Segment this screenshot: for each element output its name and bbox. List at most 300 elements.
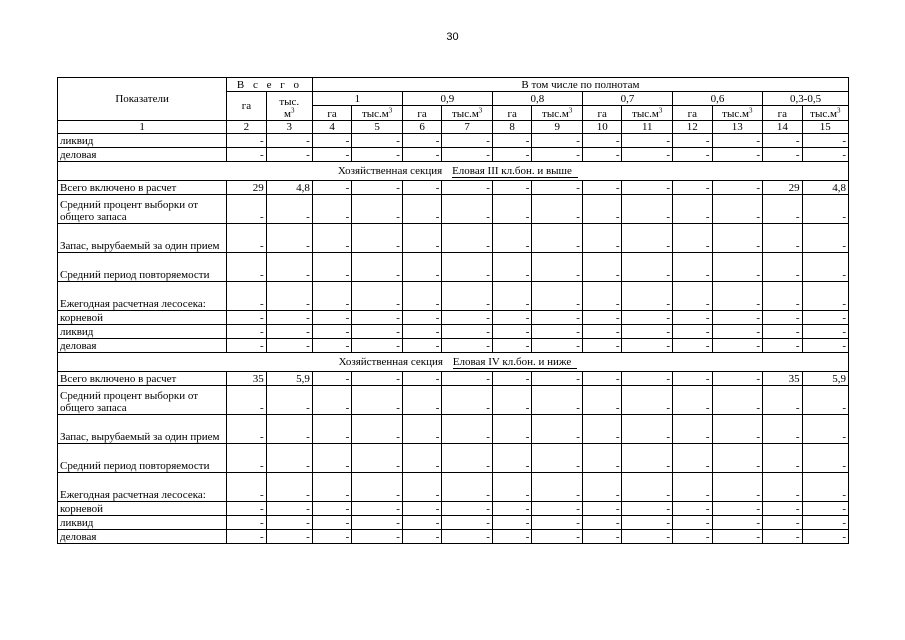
table-cell: - (227, 444, 267, 473)
table-row (58, 516, 849, 530)
row-label: Всего включено в расчет (58, 372, 227, 386)
table-cell: - (352, 386, 403, 415)
table-cell: - (312, 181, 352, 195)
table-cell: - (712, 339, 763, 353)
table-cell: - (492, 502, 532, 516)
table-cell: - (622, 224, 673, 253)
table-cell: - (492, 325, 532, 339)
table-cell: - (582, 195, 622, 224)
table-cell: - (763, 134, 803, 148)
table-cell: - (442, 148, 493, 162)
table-cell: - (402, 444, 442, 473)
header-density: 0,6 (673, 92, 763, 106)
header-total-ha: га (227, 92, 267, 121)
table-cell: - (532, 148, 583, 162)
table-cell: - (673, 311, 713, 325)
table-cell: 29 (763, 181, 803, 195)
table-cell: - (802, 311, 848, 325)
section-header (58, 162, 849, 181)
table-cell: - (266, 148, 312, 162)
table-cell: - (582, 473, 622, 502)
row-label: Ежегодная расчетная лесосека: (58, 282, 227, 311)
table-cell: - (802, 224, 848, 253)
table-cell: 4,8 (266, 181, 312, 195)
table-cell: - (532, 282, 583, 311)
table-cell: - (266, 530, 312, 544)
table-cell: - (402, 282, 442, 311)
table-cell: - (622, 311, 673, 325)
table-cell: - (712, 195, 763, 224)
table-cell: - (402, 181, 442, 195)
table-cell: - (402, 386, 442, 415)
table-cell: - (622, 181, 673, 195)
table-cell: - (673, 195, 713, 224)
table-cell: - (492, 195, 532, 224)
table-cell: - (622, 415, 673, 444)
row-label: корневой (58, 502, 227, 516)
row-label: корневой (58, 311, 227, 325)
table-cell: - (622, 253, 673, 282)
table-cell: - (227, 253, 267, 282)
table-cell: - (532, 516, 583, 530)
table-cell: - (492, 386, 532, 415)
table-cell: - (712, 530, 763, 544)
table-cell: - (532, 325, 583, 339)
table-cell: - (532, 386, 583, 415)
table-cell: - (266, 444, 312, 473)
row-label: ликвид (58, 516, 227, 530)
table-cell: - (312, 444, 352, 473)
table-cell: - (352, 181, 403, 195)
row-label: ликвид (58, 134, 227, 148)
table-cell: - (227, 502, 267, 516)
table-cell: - (582, 444, 622, 473)
table-cell: - (532, 224, 583, 253)
header-unit-ha: га (763, 106, 803, 121)
table-cell: - (266, 282, 312, 311)
table-cell: - (673, 415, 713, 444)
table-cell: - (763, 339, 803, 353)
table-cell: - (312, 372, 352, 386)
table-cell: - (442, 530, 493, 544)
table-cell: - (492, 516, 532, 530)
table-cell: - (492, 415, 532, 444)
page-number: 30 (446, 31, 459, 43)
table-cell: - (622, 502, 673, 516)
table-cell: - (312, 339, 352, 353)
table-cell: - (712, 253, 763, 282)
table-cell: - (763, 224, 803, 253)
table-cell: - (532, 339, 583, 353)
table-row (58, 181, 849, 195)
row-label: ликвид (58, 325, 227, 339)
table-cell: - (712, 325, 763, 339)
table-cell: - (492, 148, 532, 162)
table-cell: - (312, 195, 352, 224)
row-label: деловая (58, 148, 227, 162)
table-cell: - (352, 444, 403, 473)
table-cell: - (442, 502, 493, 516)
table-cell: - (402, 325, 442, 339)
table-cell: - (532, 415, 583, 444)
table-cell: - (312, 134, 352, 148)
table-cell: 29 (227, 181, 267, 195)
table-cell: - (763, 148, 803, 162)
table-cell: - (673, 502, 713, 516)
table-row (58, 282, 849, 311)
table-cell: - (227, 473, 267, 502)
header-unit-ha: га (582, 106, 622, 121)
table-cell: - (492, 444, 532, 473)
table-cell: - (673, 134, 713, 148)
table-cell: - (763, 502, 803, 516)
table-cell: - (312, 282, 352, 311)
table-cell: 5,9 (802, 372, 848, 386)
column-number: 12 (673, 121, 713, 134)
column-number: 5 (352, 121, 403, 134)
table-cell: - (712, 148, 763, 162)
table-cell: - (402, 148, 442, 162)
table-row (58, 502, 849, 516)
table-cell: - (802, 134, 848, 148)
table-cell: - (622, 134, 673, 148)
header-indicators: Показатели (58, 78, 227, 121)
table-cell: - (402, 195, 442, 224)
row-label: Ежегодная расчетная лесосека: (58, 473, 227, 502)
table-cell: - (712, 282, 763, 311)
table-cell: - (763, 415, 803, 444)
table-cell: - (582, 502, 622, 516)
table-cell: - (622, 325, 673, 339)
table-cell: - (266, 339, 312, 353)
header-unit-volume: $тыс.м^3$ (442, 106, 493, 121)
table-cell: - (312, 415, 352, 444)
table-cell: - (402, 473, 442, 502)
table-cell: - (442, 195, 493, 224)
table-cell: - (352, 530, 403, 544)
table-cell: - (763, 516, 803, 530)
table-cell: - (402, 415, 442, 444)
table-cell: - (763, 386, 803, 415)
column-number: 9 (532, 121, 583, 134)
header-total: В с е г о (227, 78, 313, 92)
row-label: Средний процент выборки от общего запаса (58, 195, 227, 224)
column-number: 4 (312, 121, 352, 134)
table-cell: - (312, 325, 352, 339)
table-cell: - (227, 530, 267, 544)
table-cell: - (442, 253, 493, 282)
column-number: 15 (802, 121, 848, 134)
table-cell: - (492, 253, 532, 282)
table-cell: - (582, 282, 622, 311)
column-number: 14 (763, 121, 803, 134)
header-unit-ha: га (312, 106, 352, 121)
table-cell: - (532, 181, 583, 195)
table-cell: - (492, 473, 532, 502)
table-cell: - (763, 473, 803, 502)
table-cell: - (712, 473, 763, 502)
table-cell: - (492, 224, 532, 253)
table-cell: - (352, 415, 403, 444)
table-cell: - (442, 516, 493, 530)
table-cell: - (352, 473, 403, 502)
table-cell: - (532, 253, 583, 282)
table-cell: - (352, 339, 403, 353)
table-cell: - (673, 325, 713, 339)
table-cell: - (712, 181, 763, 195)
table-cell: - (622, 386, 673, 415)
table-cell: - (442, 444, 493, 473)
table-cell: - (402, 224, 442, 253)
header-density: 0,9 (402, 92, 492, 106)
column-number: 11 (622, 121, 673, 134)
table-cell: - (442, 415, 493, 444)
table-row (58, 339, 849, 353)
table-cell: - (763, 325, 803, 339)
table-cell: - (352, 282, 403, 311)
header-density: 0,7 (582, 92, 672, 106)
table-cell: - (312, 473, 352, 502)
table-cell: - (532, 473, 583, 502)
header-density: 0,3-0,5 (763, 92, 849, 106)
section-header (58, 353, 849, 372)
table-cell: - (582, 253, 622, 282)
column-number: 6 (402, 121, 442, 134)
table-cell: - (266, 195, 312, 224)
header-unit-ha: га (492, 106, 532, 121)
table-cell: - (312, 224, 352, 253)
table-cell: - (622, 372, 673, 386)
table-row (58, 311, 849, 325)
section-value: Еловая IV кл.бон. и ниже (453, 356, 577, 369)
table-cell: - (582, 311, 622, 325)
header-unit-ha: га (673, 106, 713, 121)
table-cell: - (227, 311, 267, 325)
header-unit-volume: $тыс.м^3$ (352, 106, 403, 121)
table-cell: - (442, 181, 493, 195)
table-cell: 4,8 (802, 181, 848, 195)
table-cell: - (442, 473, 493, 502)
column-number: 2 (227, 121, 267, 134)
table-cell: - (532, 444, 583, 473)
table-cell: - (442, 224, 493, 253)
table-cell: - (227, 224, 267, 253)
table-cell: - (266, 224, 312, 253)
row-label: Средний процент выборки от общего запаса (58, 386, 227, 415)
row-label: Средний период повторяемости (58, 253, 227, 282)
table-cell: - (442, 134, 493, 148)
header-total-volume: тыс. $м^3$ (266, 92, 312, 121)
table-cell: - (763, 311, 803, 325)
table-cell: - (402, 372, 442, 386)
table-cell: - (312, 148, 352, 162)
table-row (58, 195, 849, 224)
table-cell: - (442, 282, 493, 311)
table-cell: - (673, 372, 713, 386)
table-cell: - (763, 253, 803, 282)
table-row (58, 325, 849, 339)
table-cell: - (802, 386, 848, 415)
table-cell: - (492, 181, 532, 195)
table-cell: - (802, 516, 848, 530)
table-cell: - (763, 530, 803, 544)
table-cell: - (673, 224, 713, 253)
table-cell: - (582, 372, 622, 386)
table-cell: - (266, 415, 312, 444)
table-cell: - (352, 372, 403, 386)
section-header-row (58, 353, 849, 372)
table-row (58, 372, 849, 386)
row-label: Средний период повторяемости (58, 444, 227, 473)
table-row (58, 253, 849, 282)
table-cell: - (352, 325, 403, 339)
table-cell: - (492, 134, 532, 148)
table-cell: - (802, 502, 848, 516)
table-cell: - (622, 148, 673, 162)
table-cell: - (673, 282, 713, 311)
table-row (58, 224, 849, 253)
table-cell: - (227, 195, 267, 224)
table-cell: - (266, 134, 312, 148)
header-unit-ha: га (402, 106, 442, 121)
table-cell: - (532, 530, 583, 544)
table-cell: - (622, 195, 673, 224)
table-cell: - (492, 339, 532, 353)
table-cell: - (532, 502, 583, 516)
table-cell: - (352, 148, 403, 162)
table-cell: - (227, 282, 267, 311)
table-cell: - (492, 530, 532, 544)
table-cell: - (712, 415, 763, 444)
table-cell: - (492, 311, 532, 325)
header-density: 0,8 (492, 92, 582, 106)
table-cell: - (802, 195, 848, 224)
table-cell: - (712, 372, 763, 386)
table-cell: - (802, 253, 848, 282)
table-cell: - (266, 253, 312, 282)
column-number: 3 (266, 121, 312, 134)
table-cell: - (673, 181, 713, 195)
table-row (58, 415, 849, 444)
table-cell: - (312, 253, 352, 282)
table-cell: - (532, 134, 583, 148)
header-unit-volume: $тыс.м^3$ (532, 106, 583, 121)
table-cell: - (763, 282, 803, 311)
table-cell: - (312, 530, 352, 544)
table-cell: - (802, 415, 848, 444)
table-cell: - (622, 516, 673, 530)
table-cell: - (227, 415, 267, 444)
table-cell: - (582, 134, 622, 148)
table-cell: - (712, 224, 763, 253)
table-cell: - (622, 473, 673, 502)
table-cell: 35 (763, 372, 803, 386)
table-cell: - (312, 386, 352, 415)
table-cell: - (352, 224, 403, 253)
table-cell: - (582, 325, 622, 339)
table-cell: - (442, 339, 493, 353)
table-cell: - (402, 253, 442, 282)
table-cell: - (402, 311, 442, 325)
table-cell: - (712, 311, 763, 325)
table-cell: - (442, 372, 493, 386)
row-label: Запас, вырубаемый за один прием (58, 415, 227, 444)
table-cell: - (802, 148, 848, 162)
table-cell: - (532, 195, 583, 224)
table-cell: - (673, 148, 713, 162)
table-cell: - (582, 530, 622, 544)
table-cell: - (227, 148, 267, 162)
table-cell: - (622, 444, 673, 473)
table-cell: - (492, 372, 532, 386)
table-row (58, 530, 849, 544)
table-cell: - (622, 530, 673, 544)
table-cell: - (492, 282, 532, 311)
table-cell: - (442, 386, 493, 415)
table-cell: - (582, 148, 622, 162)
table-cell: - (802, 282, 848, 311)
table-cell: - (266, 311, 312, 325)
table-cell: - (266, 473, 312, 502)
table-cell: - (402, 530, 442, 544)
table-cell: - (712, 444, 763, 473)
table-cell: - (673, 386, 713, 415)
table-cell: - (673, 516, 713, 530)
table-cell: - (227, 134, 267, 148)
table-cell: - (227, 339, 267, 353)
table-row (58, 444, 849, 473)
table-cell: - (352, 502, 403, 516)
table-cell: - (532, 311, 583, 325)
table-cell: - (266, 325, 312, 339)
table-cell: - (312, 516, 352, 530)
row-label: деловая (58, 530, 227, 544)
table-cell: - (673, 444, 713, 473)
table-cell: - (266, 516, 312, 530)
table-cell: - (582, 224, 622, 253)
table-cell: 5,9 (266, 372, 312, 386)
table-cell: - (266, 386, 312, 415)
table-cell: - (673, 530, 713, 544)
section-label: Хозяйственная секция (337, 164, 443, 177)
table-cell: - (402, 339, 442, 353)
table-cell: - (582, 339, 622, 353)
table-cell: - (673, 339, 713, 353)
table-cell: - (582, 181, 622, 195)
table-cell: - (442, 311, 493, 325)
table-row (58, 473, 849, 502)
header-unit-volume: $тыс.м^3$ (622, 106, 673, 121)
table-cell: - (402, 516, 442, 530)
table-cell: - (582, 386, 622, 415)
header-including-density: В том числе по полнотам (312, 78, 848, 92)
table-row (58, 148, 849, 162)
table-cell: - (352, 253, 403, 282)
column-number: 10 (582, 121, 622, 134)
table-cell: - (312, 502, 352, 516)
table-cell: - (227, 516, 267, 530)
header-unit-volume: $тыс.м^3$ (712, 106, 763, 121)
table-cell: - (352, 195, 403, 224)
table-cell: - (352, 311, 403, 325)
section-value: Еловая III кл.бон. и выше (452, 165, 578, 178)
forest-cutting-table (57, 77, 849, 544)
table-cell: - (712, 502, 763, 516)
header-unit-volume: $тыс.м^3$ (802, 106, 848, 121)
table-cell: - (352, 516, 403, 530)
table-cell: - (802, 473, 848, 502)
table-cell: - (622, 339, 673, 353)
